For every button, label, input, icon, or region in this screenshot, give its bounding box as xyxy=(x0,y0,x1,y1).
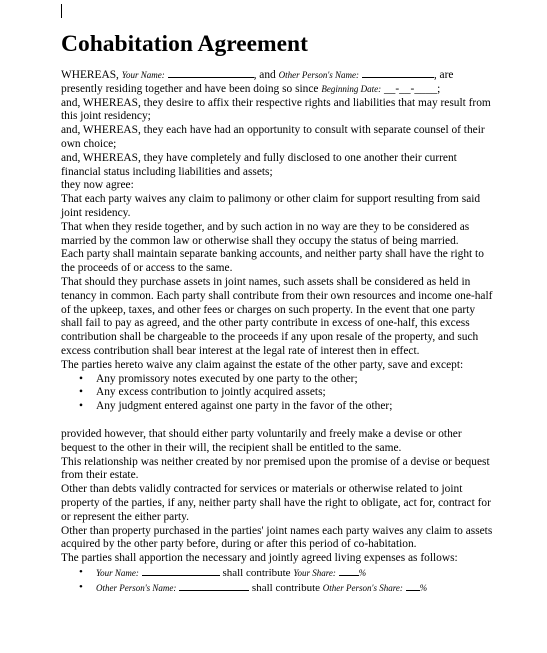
are-text: , are xyxy=(433,69,454,81)
other-name-label: Other Person's Name: xyxy=(96,582,177,593)
document-title: Cohabitation Agreement xyxy=(61,31,308,57)
bullet-icon: • xyxy=(79,565,83,578)
percent-sign: % xyxy=(419,582,428,593)
bullet-icon: • xyxy=(79,580,83,593)
paragraph: The parties hereto waive any claim against the estate of the other party, save and except: xyxy=(61,358,464,371)
your-name-field[interactable] xyxy=(142,566,220,576)
paragraph: provided however, that should either party voluntarily and freely make a devise or other bequest to the other in their will, the recipient shall be entitled to the same. xyxy=(61,427,462,454)
paragraph: and, WHEREAS, they each have had an opportunity to consult with separate counsel of their own choice; xyxy=(61,124,485,150)
spacer xyxy=(61,414,493,428)
percent-sign: % xyxy=(358,567,367,578)
and-text: , and xyxy=(253,69,276,81)
paragraph: This relationship was neither created by nor premised upon the promise of a devise or bequest from their estate. xyxy=(61,455,490,482)
bullet-icon: • xyxy=(79,400,83,413)
list-item xyxy=(61,566,493,581)
paragraph: That each party waives any claim to palimony or other claim for support resulting from said joint residency. xyxy=(61,193,481,219)
paragraph: they now agree: xyxy=(61,179,134,192)
residing-text: presently residing together and have been doing so since xyxy=(61,82,319,95)
bullet-icon: • xyxy=(79,386,83,399)
paragraph: and, WHEREAS, they have completely and fully disclosed to one another their current financial status including liabilities and assets; xyxy=(61,151,457,178)
your-name-label: Your Name: xyxy=(121,70,165,80)
your-share-field[interactable] xyxy=(339,566,359,576)
other-name-field[interactable] xyxy=(179,581,249,591)
document-body[interactable] xyxy=(61,30,493,595)
paragraph: That when they reside together, and by such action in no way are they to be considered as married by the common law or otherwise shall they occupy the status of being married. xyxy=(61,220,470,247)
expense-shares-list xyxy=(61,566,493,596)
other-name-field[interactable] xyxy=(362,68,434,78)
other-share-label: Other Person's Share: xyxy=(322,582,403,593)
paragraph: Each party shall maintain separate banking accounts, and neither party shall have the right to the proceeds of or access to the same. xyxy=(61,248,484,275)
beginning-date-field[interactable]: __-__-____ xyxy=(383,82,438,95)
list-item: • Any judgment entered against one party in the favor of the other; xyxy=(79,400,393,413)
paragraph: Other than debts validly contracted for services or materials or otherwise related to joint property of the parties, if any, neither party shall have the right to obligate, act for, contract for or represent the either party. xyxy=(61,483,491,523)
paragraph: Other than property purchased in the parties' joint names each party waives any claim to assets acquired by the other party before, during or after this period of co-habitation. xyxy=(61,524,493,551)
list-item xyxy=(61,581,493,596)
whereas-parties-paragraph xyxy=(61,68,493,97)
bullet-icon: • xyxy=(79,372,83,385)
paragraph: That should they purchase assets in joint names, such assets shall be considered as held in tenancy in common. Each party shall contribute from their own resources and income one-half of the upkeep, taxes, and other fees or charges on such property. In the event that one party shall fail to pay as agreed, and the other party contribute in excess of one-half, this excess contribution shall be chargeable to the proceeds if any upon resale of the property, and such excess contribution shall bear interest at the legal rate of interest then in effect. xyxy=(61,275,493,357)
semicolon: ; xyxy=(437,82,441,95)
other-name-label: Other Person's Name: xyxy=(278,70,359,80)
whereas-start: WHEREAS, xyxy=(61,69,119,81)
exceptions-list xyxy=(61,373,493,414)
contribute-text: shall contribute xyxy=(222,566,291,579)
beginning-date-label: Beginning Date: xyxy=(321,83,382,94)
paragraph: The parties shall apportion the necessary and jointly agreed living expenses as follows: xyxy=(61,552,458,565)
paragraph: and, WHEREAS, they desire to affix their respective rights and liabilities that may result from this joint residency; xyxy=(61,96,491,123)
other-share-field[interactable] xyxy=(406,581,420,591)
your-share-label: Your Share: xyxy=(293,567,336,578)
list-item: • Any promissory notes executed by one party to the other; xyxy=(79,372,358,385)
your-name-label: Your Name: xyxy=(96,567,139,578)
contribute-text: shall contribute xyxy=(251,581,321,594)
text-cursor xyxy=(61,4,62,18)
your-name-field[interactable] xyxy=(168,68,254,78)
list-item: • Any excess contribution to jointly acquired assets; xyxy=(79,386,326,399)
